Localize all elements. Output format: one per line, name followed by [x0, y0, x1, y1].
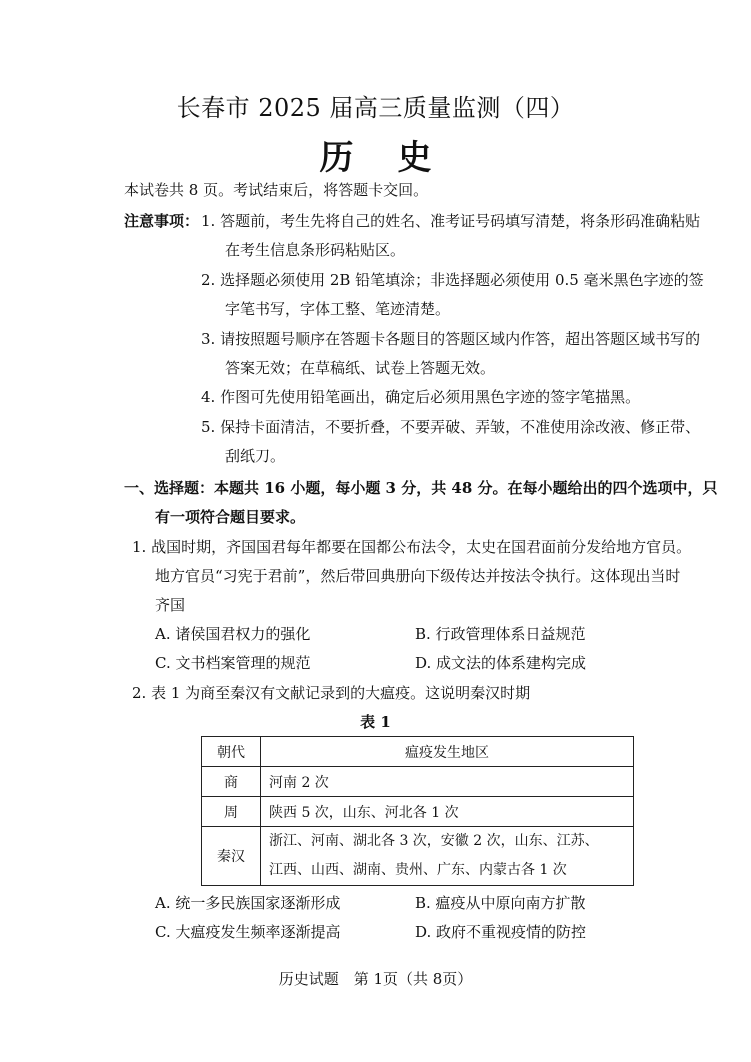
q1-stem-line-1: 1. 战国时期，齐国国君每年都要在国都公布法令，太史在国君面前分发给地方官员。 — [132, 538, 692, 556]
table-row — [202, 767, 634, 797]
note-2-line-1: 2. 选择题必须使用 2B 铅笔填涂；非选择题必须使用 0.5 毫米黑色字迹的签 — [201, 271, 704, 289]
table-cell-region-line-2: 江西、山西、湖南、贵州、广东、内蒙古各 1 次 — [269, 862, 567, 878]
q2-option-b: B. 瘟疫从中原向南方扩散 — [415, 894, 586, 912]
section-heading-line-2: 有一项符合题目要求。 — [155, 508, 306, 526]
q1-option-b: B. 行政管理体系日益规范 — [415, 625, 586, 643]
q2-stem: 2. 表 1 为商至秦汉有文献记录到的大瘟疫。这说明秦汉时期 — [132, 684, 531, 702]
note-1-line-2: 在考生信息条形码粘贴区。 — [225, 241, 406, 259]
note-5-line-1: 5. 保持卡面清洁，不要折叠，不要弄破、弄皱，不准使用涂改液、修正带、 — [201, 418, 701, 436]
note-3-line-1: 3. 请按照题号顺序在答题卡各题目的答题区域内作答，超出答题区域书写的 — [201, 330, 701, 348]
notes-label: 注意事项： — [124, 212, 200, 230]
table-row — [202, 797, 634, 827]
q1-option-a: A. 诸侯国君权力的强化 — [155, 625, 311, 643]
table-cell-region: 陕西 5 次，山东、河北各 1 次 — [261, 797, 634, 827]
q1-stem-line-3: 齐国 — [155, 596, 186, 614]
exam-title: 长春市 2025 届高三质量监测（四） — [176, 94, 575, 122]
table-cell-region — [261, 827, 634, 886]
q1-option-c: C. 文书档案管理的规范 — [155, 654, 311, 672]
table-header-row — [202, 737, 634, 767]
q1-option-d: D. 成文法的体系建构完成 — [415, 654, 587, 672]
section-heading-line-1: 一、选择题：本题共 16 小题，每小题 3 分，共 48 分。在每小题给出的四个选项中，只 — [124, 479, 718, 497]
table-cell-region-line-1: 浙江、河南、湖北各 3 次，安徽 2 次，山东、江苏、 — [269, 833, 599, 849]
table-cell-region: 河南 2 次 — [261, 767, 634, 797]
table-caption: 表 1 — [360, 713, 391, 731]
table-header-region: 瘟疫发生地区 — [261, 737, 634, 767]
q2-option-d: D. 政府不重视疫情的防控 — [415, 923, 587, 941]
note-3-line-2: 答案无效；在草稿纸、试卷上答题无效。 — [225, 359, 496, 377]
table-row — [202, 827, 634, 886]
q2-option-c: C. 大瘟疫发生频率逐渐提高 — [155, 923, 341, 941]
plague-table — [201, 736, 634, 886]
table-header-dynasty: 朝代 — [202, 737, 261, 767]
note-5-line-2: 刮纸刀。 — [225, 447, 286, 465]
note-4-line-1: 4. 作图可先使用铅笔画出，确定后必须用黑色字迹的签字笔描黑。 — [201, 388, 641, 406]
note-1-line-1: 1. 答题前，考生先将自己的姓名、准考证号码填写清楚，将条形码准确粘贴 — [201, 212, 701, 230]
note-2-line-2: 字笔书写，字体工整、笔迹清楚。 — [225, 300, 451, 318]
intro-text: 本试卷共 8 页。考试结束后，将答题卡交回。 — [124, 181, 429, 199]
table-cell-dynasty: 秦汉 — [202, 827, 261, 886]
q1-stem-line-2: 地方官员“习宪于君前”，然后带回典册向下级传达并按法令执行。这体现出当时 — [155, 567, 681, 585]
subject-title: 历史 — [319, 138, 476, 178]
q2-option-a: A. 统一多民族国家逐渐形成 — [155, 894, 341, 912]
table-cell-dynasty: 周 — [202, 797, 261, 827]
table-cell-dynasty: 商 — [202, 767, 261, 797]
page-footer: 历史试题 第 1页（共 8页） — [278, 970, 473, 988]
